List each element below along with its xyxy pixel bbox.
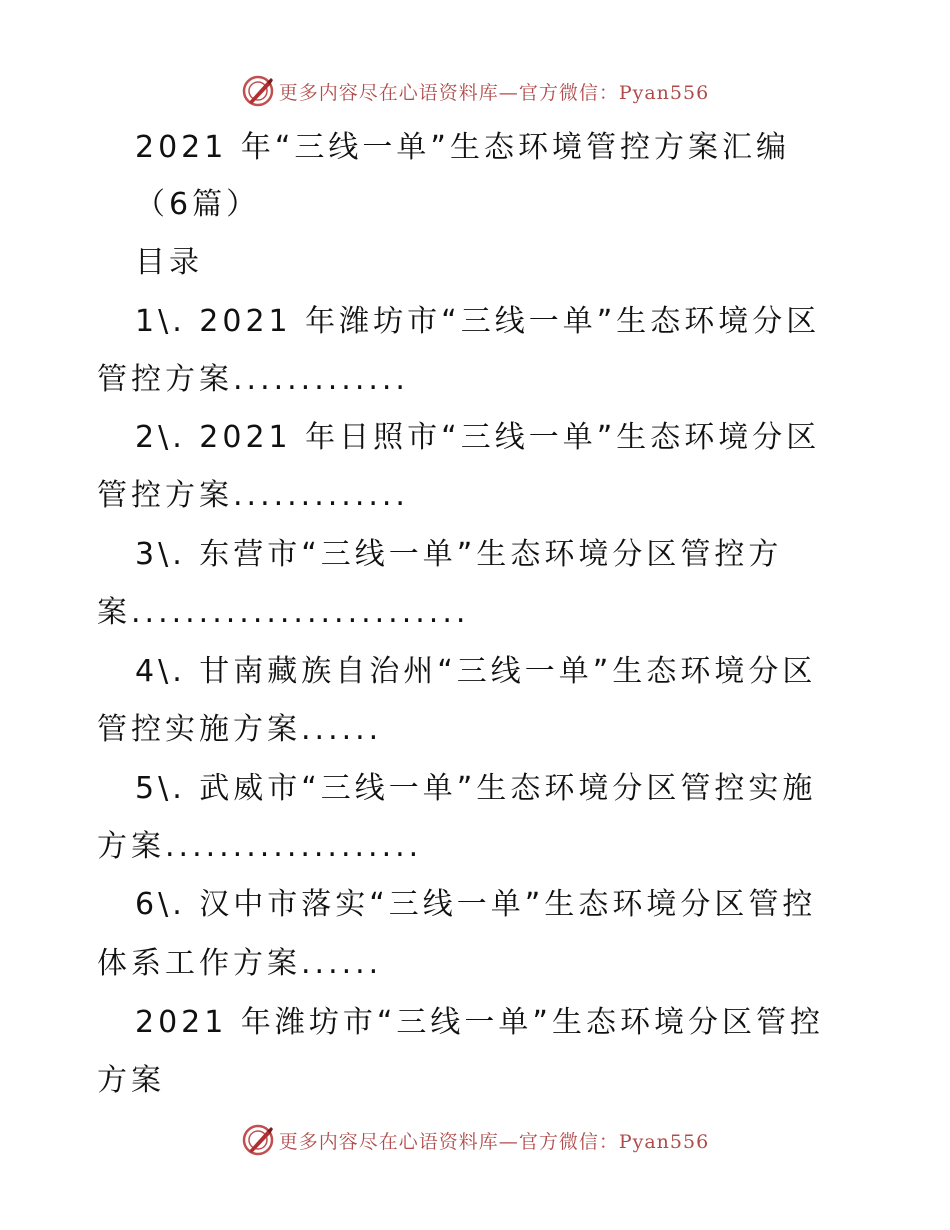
watermark-text	[279, 78, 709, 105]
watermark-text	[279, 1127, 709, 1154]
toc-item-5-line2: 方案...................	[97, 829, 423, 864]
toc-item-3-line2: 案.........................	[97, 595, 470, 630]
toc-item-3-line1: 3\. 东营市“三线一单”生态环境分区管控方	[135, 537, 783, 572]
watermark-banner-top	[0, 71, 950, 111]
document-title-line1: 2021 年“三线一单”生态环境管控方案汇编	[135, 130, 790, 165]
toc-item-1-line2: 管控方案.............	[97, 362, 409, 397]
pen-logo-icon	[241, 74, 275, 108]
toc-item-2-line2: 管控方案.............	[97, 478, 409, 513]
watermark-library-text: 更多内容尽在心语资料库—	[278, 1130, 519, 1153]
watermark-content	[241, 1123, 709, 1157]
toc-item-5-line1: 5\. 武威市“三线一单”生态环境分区管控实施	[135, 771, 817, 806]
toc-item-4-line1: 4\. 甘南藏族自治州“三线一单”生态环境分区	[135, 654, 817, 689]
watermark-content	[241, 74, 709, 108]
pen-logo-icon	[241, 1123, 275, 1157]
toc-item-1-line1: 1\. 2021 年潍坊市“三线一单”生态环境分区	[135, 304, 821, 339]
watermark-wechat-id: Pyan556	[618, 1130, 710, 1153]
toc-item-4-line2: 管控实施方案......	[97, 712, 383, 747]
watermark-wechat-label: 官方微信：	[518, 81, 619, 104]
toc-item-6-line2: 体系工作方案......	[97, 946, 383, 981]
toc-heading: 目录	[135, 245, 203, 280]
watermark-wechat-label: 官方微信：	[518, 1130, 619, 1153]
section-heading-line2: 方案	[97, 1063, 165, 1098]
watermark-library-text: 更多内容尽在心语资料库—	[278, 81, 519, 104]
section-heading-line1: 2021 年潍坊市“三线一单”生态环境分区管控	[135, 1005, 824, 1040]
watermark-banner-bottom	[0, 1120, 950, 1160]
document-title-line2: （6篇）	[135, 187, 261, 222]
watermark-wechat-id: Pyan556	[618, 81, 710, 104]
toc-item-2-line1: 2\. 2021 年日照市“三线一单”生态环境分区	[135, 420, 821, 455]
toc-item-6-line1: 6\. 汉中市落实“三线一单”生态环境分区管控	[135, 887, 817, 922]
